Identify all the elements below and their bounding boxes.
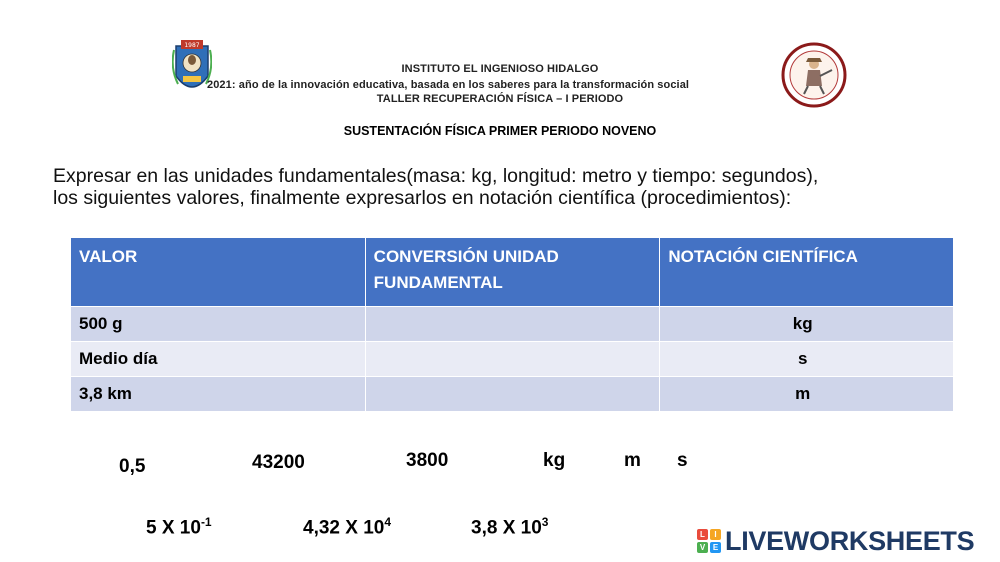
instructions-line-2: los siguientes valores, finalmente expresarlos en notación científica (procedimientos): <box>53 187 792 209</box>
table-header-row <box>71 238 954 307</box>
valor-cell: 3,8 km <box>71 377 366 412</box>
sci-exponent: -1 <box>200 515 212 529</box>
valor-cell: Medio día <box>71 342 366 377</box>
brand-icon-tile: E <box>710 542 721 553</box>
workshop-title: TALLER RECUPERACIÓN FÍSICA – I PERIODO <box>376 93 624 105</box>
draggable-unit[interactable]: kg <box>543 450 566 471</box>
conversion-table <box>70 237 954 412</box>
header-valor: VALOR <box>71 238 366 307</box>
table-row <box>71 342 954 377</box>
draggable-value[interactable]: 0,5 <box>119 456 146 477</box>
institute-name: INSTITUTO EL INGENIOSO HIDALGO <box>401 63 599 75</box>
brand-icon-tile: I <box>710 529 721 540</box>
draggable-unit[interactable]: m <box>624 450 641 471</box>
header-conversion: CONVERSIÓN UNIDAD FUNDAMENTAL <box>365 238 660 307</box>
liveworksheets-icon <box>697 529 721 553</box>
instructions-line-1: Expresar en las unidades fundamentales(masa: kg, longitud: metro y tiempo: segundos), <box>53 165 819 187</box>
table-row <box>71 377 954 412</box>
page-subtitle: SUSTENTACIÓN FÍSICA PRIMER PERIODO NOVENO <box>343 124 657 138</box>
unit-label: s <box>797 349 808 368</box>
draggable-scientific[interactable] <box>471 515 548 539</box>
draggable-unit[interactable]: s <box>677 450 688 471</box>
brand-icon-tile: L <box>697 529 708 540</box>
brand-name: LIVEWORKSHEETS <box>725 525 975 556</box>
instructions <box>53 165 953 209</box>
sci-exponent: 3 <box>541 515 549 529</box>
draggable-value[interactable]: 43200 <box>252 452 305 473</box>
sci-exponent: 4 <box>384 515 392 529</box>
draggable-value[interactable]: 3800 <box>406 450 449 471</box>
conversion-drop-zone[interactable] <box>365 307 660 342</box>
notation-drop-zone[interactable] <box>660 377 954 412</box>
liveworksheets-brand <box>697 526 974 556</box>
brand-icon-tile: V <box>697 542 708 553</box>
notation-drop-zone[interactable] <box>660 342 954 377</box>
conversion-drop-zone[interactable] <box>365 342 660 377</box>
table-row <box>71 307 954 342</box>
notation-drop-zone[interactable] <box>660 307 954 342</box>
sci-mantissa: 4,32 X 10 <box>303 517 385 539</box>
circular-seal-logo <box>780 42 848 108</box>
svg-text:1987: 1987 <box>184 42 200 49</box>
draggable-scientific[interactable] <box>303 515 391 539</box>
valor-cell: 500 g <box>71 307 366 342</box>
conversion-drop-zone[interactable] <box>365 377 660 412</box>
draggable-scientific[interactable] <box>146 515 212 539</box>
header-notacion: NOTACIÓN CIENTÍFICA <box>660 238 954 307</box>
unit-label: kg <box>792 314 813 333</box>
sci-mantissa: 3,8 X 10 <box>471 517 542 539</box>
institute-motto: 2021: año de la innovación educativa, basada en los saberes para la transformación social <box>207 79 690 91</box>
unit-label: m <box>795 384 811 403</box>
sci-mantissa: 5 X 10 <box>146 517 201 539</box>
